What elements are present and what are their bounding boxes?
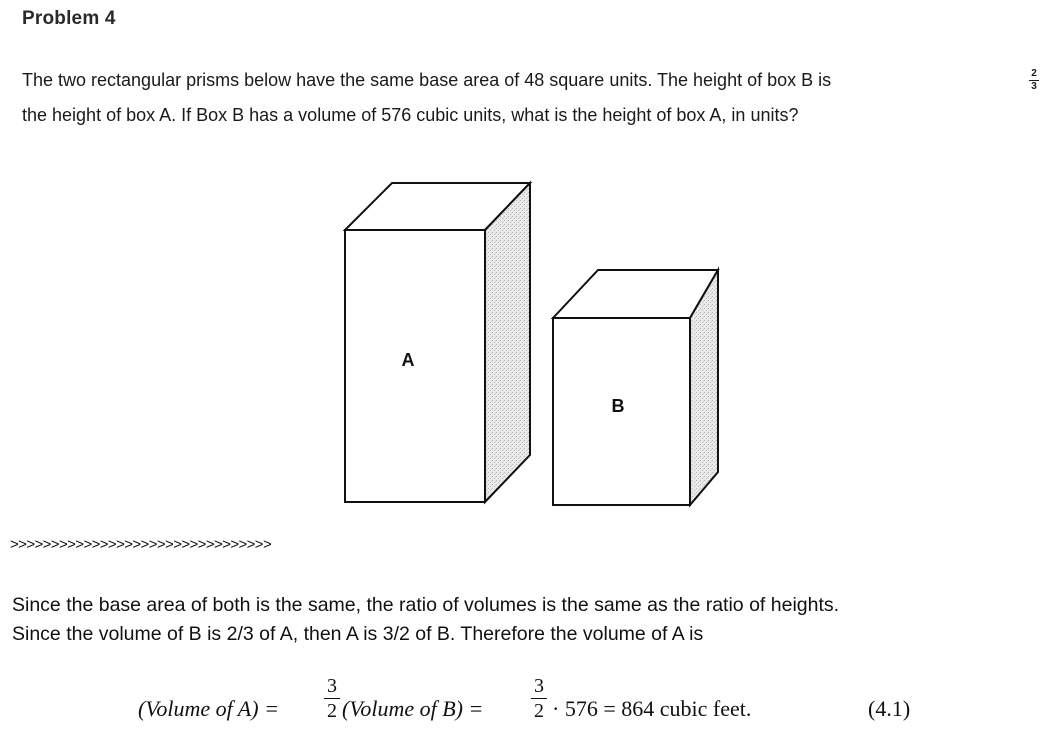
fraction-1-denominator: 2 xyxy=(327,700,337,723)
box-b-label: B xyxy=(611,396,625,416)
box-a-front-face xyxy=(345,230,485,502)
equation-lhs: (Volume of A) = xyxy=(138,696,279,721)
fraction-1-bar xyxy=(324,698,340,699)
solution-line-2: Since the volume of B is 2/3 of A, then A is 3/2 of B. Therefore the volume of A is xyxy=(12,623,704,645)
equation-middle: (Volume of B) = xyxy=(342,696,484,721)
fraction-2-numerator: 3 xyxy=(534,675,544,697)
fraction-2-bar xyxy=(531,698,547,699)
problem-text-line-1: The two rectangular prisms below have the same base area of 48 square units. The height of box B is xyxy=(22,70,832,90)
fraction-numerator: 2 xyxy=(1031,68,1037,79)
problem-title: Problem 4 xyxy=(22,8,116,29)
fraction-2-denominator: 2 xyxy=(534,700,544,723)
equation-fraction-1 xyxy=(324,676,340,721)
box-b xyxy=(553,270,718,505)
separator-arrows: >>>>>>>>>>>>>>>>>>>>>>>>>>>>>>>> xyxy=(10,536,272,553)
equation-fraction-2 xyxy=(531,676,547,721)
fraction-denominator: 3 xyxy=(1031,81,1037,92)
box-a-label: A xyxy=(401,350,415,370)
problem-text-line-2: the height of box A. If Box B has a volume of 576 cubic units, what is the height of box A, in units? xyxy=(22,105,799,125)
equation-number: (4.1) xyxy=(868,696,911,721)
equation-rhs: · 576 = 864 cubic feet. xyxy=(552,696,752,721)
fraction-1-numerator: 3 xyxy=(327,675,337,697)
box-a xyxy=(345,183,530,502)
solution-line-1: Since the base area of both is the same, the ratio of volumes is the same as the ratio of heights. xyxy=(12,594,840,616)
box-a-side-face xyxy=(485,183,530,502)
